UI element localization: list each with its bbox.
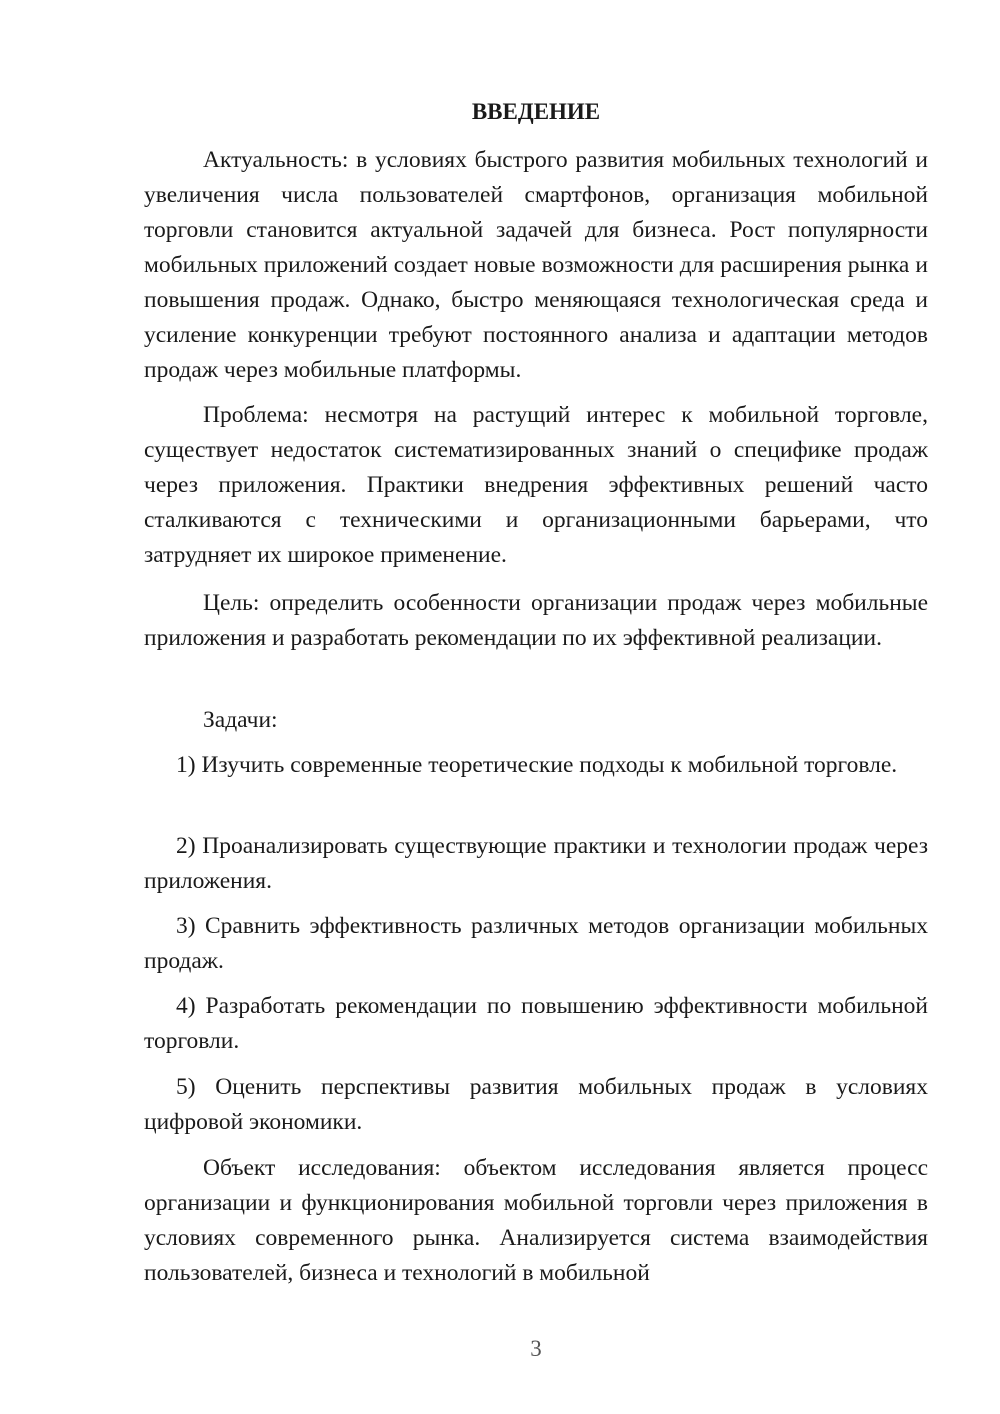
paragraph-tasks-heading: Задачи:: [203, 707, 278, 733]
paragraph-goal: Цель: определить особенности организации продаж через мобильные приложения и разработать рекомендации по их эффективной реализации.: [144, 590, 928, 651]
list-item: 4) Разработать рекомендации по повышению эффективности мобильной торговли.: [144, 993, 928, 1054]
list-item: 3) Сравнить эффективность различных методов организации мобильных продаж.: [144, 913, 928, 974]
list-item: 5) Оценить перспективы развития мобильных продаж в условиях цифровой экономики.: [144, 1074, 928, 1135]
paragraph-problem: Проблема: несмотря на растущий интерес к мобильной торговле, существует недостаток систематизированных знаний о специфике продаж через приложения. Практики внедрения эффективных решений часто сталкиваются с техническими и организационными барьерами, что затрудняет их широкое применение.: [144, 402, 928, 568]
list-item: 1) Изучить современные теоретические подходы к мобильной торговле.: [176, 752, 898, 778]
section-title: ВВЕДЕНИЕ: [471, 99, 601, 124]
list-item: 2) Проанализировать существующие практики и технологии продаж через приложения.: [144, 833, 928, 894]
paragraph-object: Объект исследования: объектом исследования является процесс организации и функционирования мобильной торговли через приложения в условиях современного рынка. Анализируется система взаимодействия пользователей, бизнеса и технологий в мобильной: [144, 1155, 928, 1286]
page-number: 3: [530, 1336, 542, 1361]
paragraph-relevance: Актуальность: в условиях быстрого развития мобильных технологий и увеличения числа пользователей смартфонов, организация мобильной торговли становится актуальной задачей для бизнеса. Рост популярности мобильных приложений создает новые возможности для расширения рынка и повышения продаж. Однако, быстро меняющаяся технологическая среда и усиление конкуренции требуют постоянного анализа и адаптации методов продаж через мобильные платформы.: [144, 147, 928, 383]
